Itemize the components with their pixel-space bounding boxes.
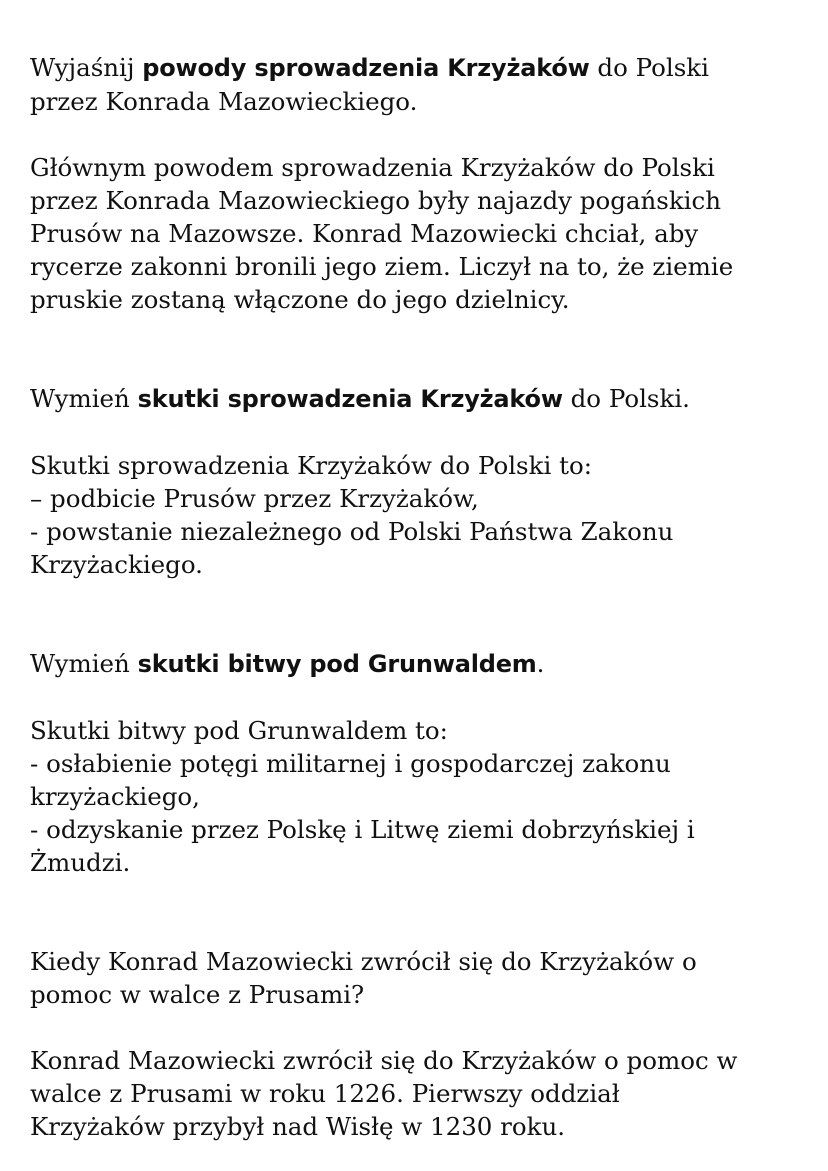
answer-1 [30, 151, 810, 316]
question-1-emphasis: powody sprowadzenia Krzyżaków [142, 54, 590, 82]
answer-3 [30, 714, 810, 879]
question-4 [30, 945, 810, 1011]
answer-1-line: rycerze zakonni bronili jego ziem. Liczył na to, że ziemie [30, 252, 734, 281]
question-1-prefix: Wyjaśnij [30, 53, 143, 82]
question-3-suffix: . [536, 649, 545, 678]
answer-1-line: Głównym powodem sprowadzenia Krzyżaków do Polski [30, 153, 715, 182]
question-1 [30, 51, 810, 118]
spacer [30, 118, 810, 151]
answer-3-line: Żmudzi. [30, 848, 131, 877]
question-2-suffix: do Polski. [562, 384, 690, 413]
answer-3-line: krzyżackiego, [30, 782, 200, 811]
answer-2-line: – podbicie Prusów przez Krzyżaków, [30, 484, 479, 513]
question-3-emphasis: skutki bitwy pod Grunwaldem [137, 650, 537, 678]
question-3 [30, 647, 810, 681]
answer-1-line: Prusów na Mazowsze. Konrad Mazowiecki chciał, aby [30, 219, 699, 248]
question-4-line: Kiedy Konrad Mazowiecki zwrócił się do Krzyżaków o [30, 947, 697, 976]
document-page [30, 51, 810, 1143]
question-1-line-2: przez Konrada Mazowieckiego. [30, 87, 418, 116]
answer-2-line: - powstanie niezależnego od Polski Państwa Zakonu [30, 517, 674, 546]
question-1-suffix: do Polski [589, 53, 709, 82]
answer-1-line: przez Konrada Mazowieckiego były najazdy pogańskich [30, 186, 722, 215]
question-2-line-1 [30, 382, 810, 416]
answer-2-line: Skutki sprowadzenia Krzyżaków do Polski to: [30, 451, 592, 480]
answer-2-line: Krzyżackiego. [30, 550, 203, 579]
spacer [30, 316, 810, 382]
question-4-line: pomoc w walce z Prusami? [30, 980, 365, 1009]
question-3-line-1 [30, 647, 810, 681]
spacer [30, 879, 810, 945]
question-1-line-1 [30, 51, 810, 85]
spacer [30, 681, 810, 714]
spacer [30, 416, 810, 449]
question-2 [30, 382, 810, 416]
question-3-prefix: Wymień [30, 649, 138, 678]
spacer [30, 581, 810, 647]
answer-3-line: - osłabienie potęgi militarnej i gospodarczej zakonu [30, 749, 671, 778]
spacer [30, 1011, 810, 1044]
answer-4-line: Krzyżaków przybył nad Wisłę w 1230 roku. [30, 1112, 566, 1141]
answer-4-line: Konrad Mazowiecki zwrócił się do Krzyżaków o pomoc w [30, 1046, 738, 1075]
answer-2 [30, 449, 810, 581]
answer-4-line: walce z Prusami w roku 1226. Pierwszy oddział [30, 1079, 620, 1108]
answer-3-line: Skutki bitwy pod Grunwaldem to: [30, 716, 448, 745]
answer-4 [30, 1044, 810, 1143]
answer-3-line: - odzyskanie przez Polskę i Litwę ziemi dobrzyńskiej i [30, 815, 695, 844]
question-2-prefix: Wymień [30, 384, 138, 413]
answer-1-line: pruskie zostaną włączone do jego dzielnicy. [30, 285, 570, 314]
question-2-emphasis: skutki sprowadzenia Krzyżaków [137, 385, 563, 413]
